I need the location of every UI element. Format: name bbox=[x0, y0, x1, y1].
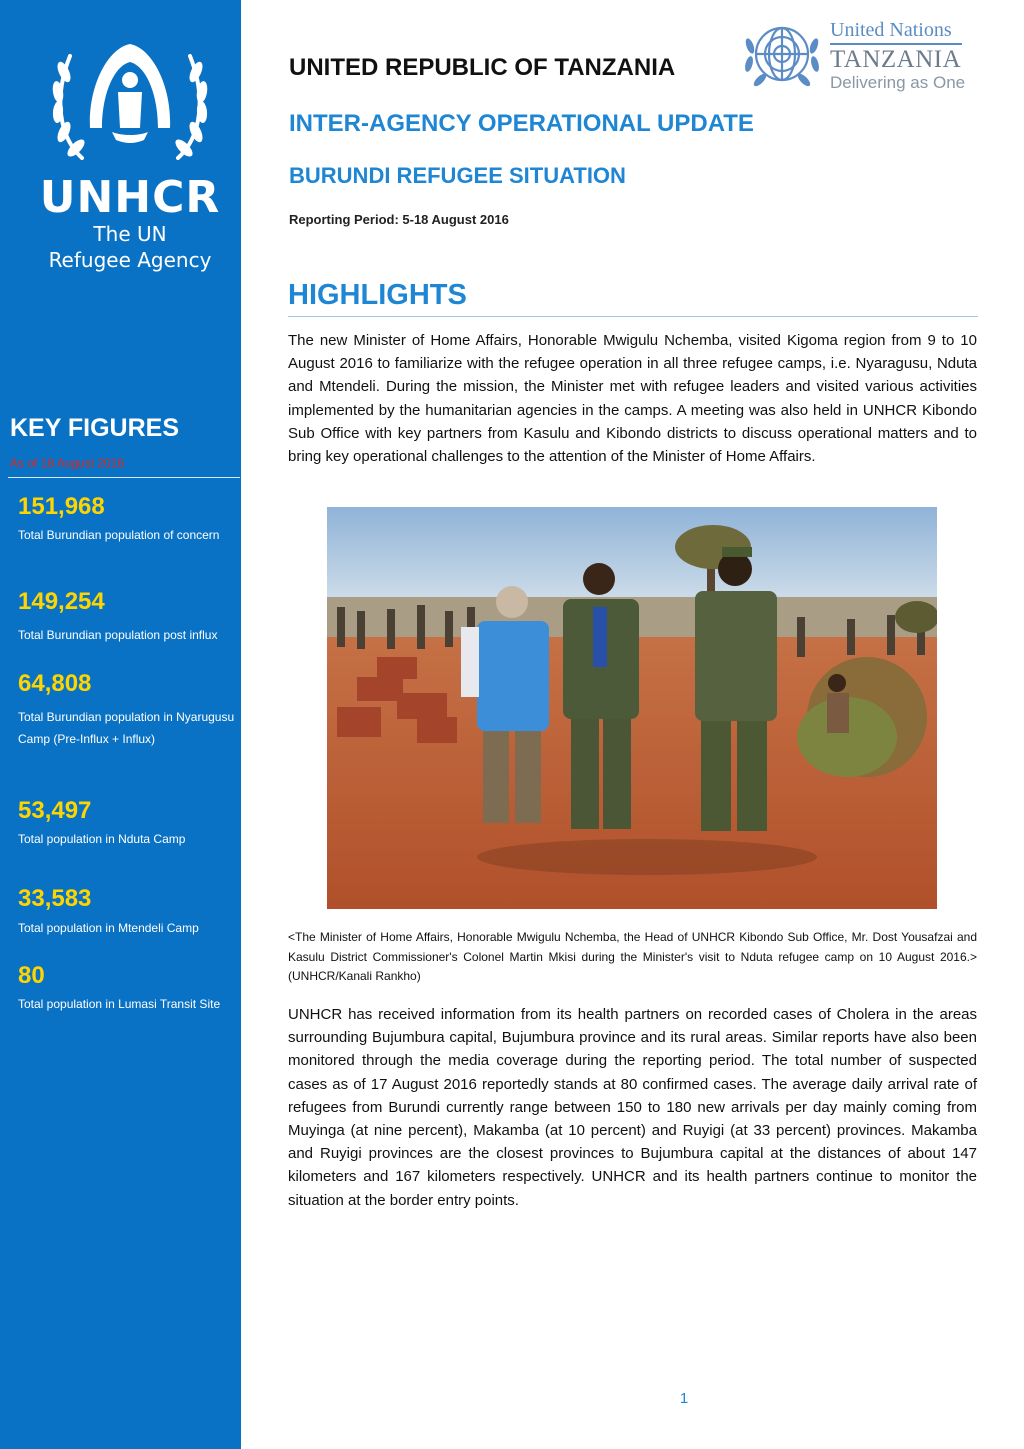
page-number: 1 bbox=[679, 1390, 689, 1407]
logo-wordmark: UNHCR bbox=[39, 172, 221, 223]
figure-value: 33,583 bbox=[18, 885, 92, 912]
un-line3: Delivering as One bbox=[830, 73, 966, 92]
photo-caption: <The Minister of Home Affairs, Honorable Mwigulu Nchemba, the Head of UNHCR Kibondo Sub Office, Mr. Dost Yousafzai and Kasulu District Commissioner's Colonel Martin Mkisi during the Minister's visit to Nduta refugee camp on 10 August 2016.> (UNHCR/Kanali Rankho) bbox=[288, 930, 977, 983]
unhcr-logo bbox=[30, 36, 230, 273]
key-figures-title: KEY FIGURES bbox=[10, 414, 180, 442]
logo-subtitle-line1: The UN bbox=[93, 222, 167, 246]
figure-label: Total Burundian population post influx bbox=[18, 628, 218, 642]
figure-value: 64,808 bbox=[18, 670, 92, 697]
logo-subtitle-line2: Refugee Agency bbox=[48, 248, 212, 272]
highlights-divider bbox=[288, 316, 978, 317]
figure-value: 80 bbox=[18, 962, 45, 989]
report-title: INTER-AGENCY OPERATIONAL UPDATE bbox=[289, 110, 754, 137]
figure-value: 151,968 bbox=[18, 493, 105, 520]
figure-label: Total population in Mtendeli Camp bbox=[18, 921, 199, 935]
paragraph-cholera-update: UNHCR has received information from its health partners on recorded cases of Cholera in the areas surrounding Bujumbura capital, Bujumbura province and its rural areas. Similar reports have also been monitored through the media coverage during the reporting period. The total number of suspected cases as of 17 August 2016 reportedly stands at 80 confirmed cases. The average daily arrival rate of refugees from Burundi currently range between 150 to 180 new arrivals per day mainly coming from Muyinga (at nine percent), Makamba (at 10 percent) and Ruyigi (at 33 percent) provinces. Makamba and Ruyigi provinces are the closest provinces to Bujumbura capital at the distances of about 147 kilometers and 167 kilometers respectively. UNHCR and its health partners continue to monitor the situation at the border entry points. bbox=[288, 1006, 977, 1209]
sidebar bbox=[0, 0, 241, 1449]
un-line1: United Nations bbox=[830, 19, 952, 41]
key-figures-date: As of 18 August 2016 bbox=[10, 456, 125, 470]
figure-label: Total Burundian population in Nyarugusu Camp (Pre-Influx + Influx) bbox=[18, 710, 235, 746]
unhcr-emblem-icon bbox=[30, 36, 230, 168]
report-country: UNITED REPUBLIC OF TANZANIA bbox=[289, 54, 676, 81]
figure-label: Total Burundian population of concern bbox=[18, 528, 220, 542]
un-line2: TANZANIA bbox=[830, 46, 962, 73]
figure-label: Total population in Lumasi Transit Site bbox=[18, 997, 221, 1011]
report-subtitle: BURUNDI REFUGEE SITUATION bbox=[289, 163, 626, 188]
un-emblem-icon bbox=[740, 16, 824, 96]
key-figures-divider bbox=[8, 477, 240, 478]
un-tanzania-wordmark bbox=[830, 18, 970, 93]
un-divider bbox=[830, 43, 962, 45]
reporting-period: Reporting Period: 5-18 August 2016 bbox=[289, 212, 509, 227]
figure-label: Total population in Nduta Camp bbox=[18, 832, 186, 846]
figure-value: 149,254 bbox=[18, 588, 105, 615]
highlights-heading: HIGHLIGHTS bbox=[288, 279, 467, 311]
paragraph-minister-visit: The new Minister of Home Affairs, Honorable Mwigulu Nchemba, visited Kigoma region from 9 to 10 August 2016 to familiarize with the refugee operation in all three refugee camps, i.e. Nyaragusu, Nduta and Mtendeli. During the mission, the Minister met with refugee leaders and visited various activities implemented by the humanitarian agencies in the camps. A meeting was also held in UNHCR Kibondo Sub Office with key partners from Kasulu and Kibondo districts to discuss operational matters and to bring key operational challenges to the attention of the Minister of Home Affairs. bbox=[288, 332, 977, 466]
figure-value: 53,497 bbox=[18, 797, 92, 824]
photo-minister-visit bbox=[327, 507, 937, 909]
photo-image bbox=[327, 507, 937, 909]
